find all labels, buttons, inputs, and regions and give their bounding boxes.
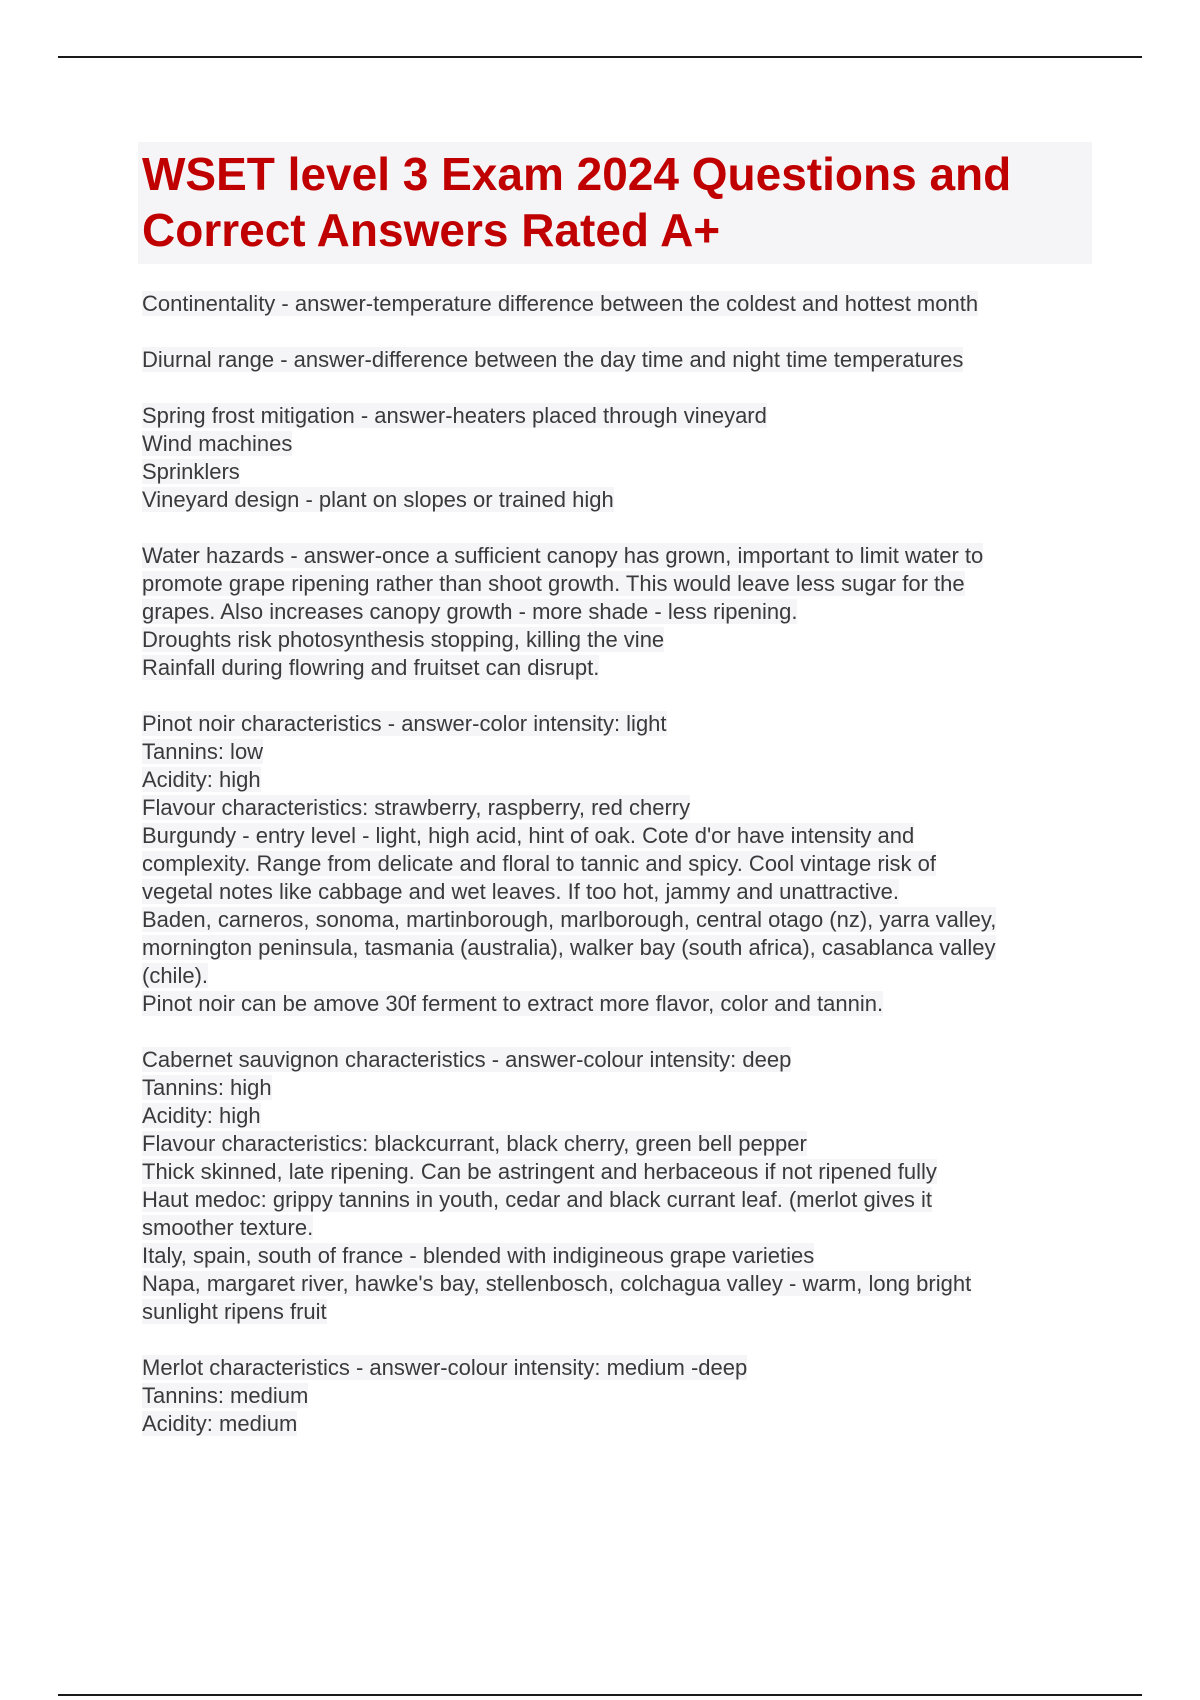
- line-text: Cabernet sauvignon characteristics - answer-colour intensity: deep: [142, 1047, 792, 1072]
- qa-answer-line: [142, 598, 1092, 626]
- qa-entry: [142, 402, 1092, 514]
- qa-answer-line: [142, 794, 1092, 822]
- qa-question-line: [142, 1046, 1092, 1074]
- qa-answer-line: [142, 626, 1092, 654]
- qa-entry: [142, 1046, 1092, 1326]
- line-text: Droughts risk photosynthesis stopping, killing the vine: [142, 627, 665, 652]
- qa-answer-line: [142, 486, 1092, 514]
- qa-answer-line: [142, 1186, 1092, 1214]
- qa-answer-line: [142, 878, 1092, 906]
- line-text: promote grape ripening rather than shoot growth. This would leave less sugar for the: [142, 571, 965, 596]
- line-text: Italy, spain, south of france - blended with indigineous grape varieties: [142, 1243, 815, 1268]
- bottom-rule: [58, 1694, 1142, 1696]
- qa-answer-line: [142, 1270, 1092, 1298]
- qa-answer-line: [142, 1102, 1092, 1130]
- line-text: Rainfall during flowring and fruitset can disrupt.: [142, 655, 600, 680]
- qa-answer-line: [142, 766, 1092, 794]
- line-text: Flavour characteristics: strawberry, raspberry, red cherry: [142, 795, 691, 820]
- qa-question-line: [142, 710, 1092, 738]
- qa-answer-line: [142, 1382, 1092, 1410]
- line-text: Tannins: low: [142, 739, 264, 764]
- line-text: Diurnal range - answer-difference between the day time and night time temperatures: [142, 347, 964, 372]
- line-text: Acidity: high: [142, 767, 261, 792]
- line-text: Merlot characteristics - answer-colour intensity: medium -deep: [142, 1355, 748, 1380]
- line-text: sunlight ripens fruit: [142, 1299, 327, 1324]
- line-text: Vineyard design - plant on slopes or trained high: [142, 487, 614, 512]
- qa-list: [142, 290, 1092, 1438]
- line-text: grapes. Also increases canopy growth - more shade - less ripening.: [142, 599, 798, 624]
- qa-answer-line: [142, 458, 1092, 486]
- qa-answer-line: [142, 570, 1092, 598]
- page-title: [142, 146, 1088, 258]
- line-text: Pinot noir characteristics - answer-color intensity: light: [142, 711, 667, 736]
- line-text: Wind machines: [142, 431, 293, 456]
- qa-entry: [142, 1354, 1092, 1438]
- line-text: Burgundy - entry level - light, high acid, hint of oak. Cote d'or have intensity and: [142, 823, 915, 848]
- qa-entry: [142, 290, 1092, 318]
- title-line-1: WSET level 3 Exam 2024 Questions and: [142, 148, 1012, 200]
- qa-answer-line: [142, 990, 1092, 1018]
- qa-answer-line: [142, 1242, 1092, 1270]
- line-text: Napa, margaret river, hawke's bay, stellenbosch, colchagua valley - warm, long bright: [142, 1271, 972, 1296]
- line-text: Spring frost mitigation - answer-heaters placed through vineyard: [142, 403, 767, 428]
- line-text: Acidity: high: [142, 1103, 261, 1128]
- qa-question-line: [142, 346, 1092, 374]
- line-text: Continentality - answer-temperature difference between the coldest and hottest month: [142, 291, 979, 316]
- line-text: Tannins: medium: [142, 1383, 309, 1408]
- qa-answer-line: [142, 850, 1092, 878]
- title-line-2: Correct Answers Rated A+: [142, 204, 721, 256]
- qa-answer-line: [142, 1158, 1092, 1186]
- qa-answer-line: [142, 654, 1092, 682]
- qa-answer-line: [142, 906, 1092, 934]
- qa-entry: [142, 346, 1092, 374]
- qa-answer-line: [142, 822, 1092, 850]
- line-text: Flavour characteristics: blackcurrant, black cherry, green bell pepper: [142, 1131, 807, 1156]
- line-text: smoother texture.: [142, 1215, 314, 1240]
- line-text: complexity. Range from delicate and floral to tannic and spicy. Cool vintage risk of: [142, 851, 937, 876]
- line-text: Thick skinned, late ripening. Can be astringent and herbaceous if not ripened fully: [142, 1159, 937, 1184]
- line-text: (chile).: [142, 963, 209, 988]
- qa-answer-line: [142, 738, 1092, 766]
- qa-answer-line: [142, 934, 1092, 962]
- qa-entry: [142, 710, 1092, 1018]
- qa-answer-line: [142, 1214, 1092, 1242]
- qa-question-line: [142, 402, 1092, 430]
- qa-answer-line: [142, 1298, 1092, 1326]
- line-text: Acidity: medium: [142, 1411, 298, 1436]
- line-text: Baden, carneros, sonoma, martinborough, marlborough, central otago (nz), yarra valley,: [142, 907, 997, 932]
- line-text: Haut medoc: grippy tannins in youth, cedar and black currant leaf. (merlot gives it: [142, 1187, 932, 1212]
- line-text: vegetal notes like cabbage and wet leaves. If too hot, jammy and unattractive.: [142, 879, 900, 904]
- qa-question-line: [142, 290, 1092, 318]
- qa-answer-line: [142, 962, 1092, 990]
- qa-entry: [142, 542, 1092, 682]
- document-body: [142, 142, 1092, 1466]
- qa-answer-line: [142, 1410, 1092, 1438]
- line-text: Tannins: high: [142, 1075, 272, 1100]
- qa-question-line: [142, 1354, 1092, 1382]
- line-text: Water hazards - answer-once a sufficient canopy has grown, important to limit water to: [142, 543, 984, 568]
- qa-question-line: [142, 542, 1092, 570]
- title-block: [138, 142, 1092, 264]
- qa-answer-line: [142, 1074, 1092, 1102]
- qa-answer-line: [142, 430, 1092, 458]
- line-text: Sprinklers: [142, 459, 240, 484]
- qa-answer-line: [142, 1130, 1092, 1158]
- line-text: mornington peninsula, tasmania (australia), walker bay (south africa), casablanca valley: [142, 935, 996, 960]
- line-text: Pinot noir can be amove 30f ferment to extract more flavor, color and tannin.: [142, 991, 884, 1016]
- top-rule: [58, 56, 1142, 58]
